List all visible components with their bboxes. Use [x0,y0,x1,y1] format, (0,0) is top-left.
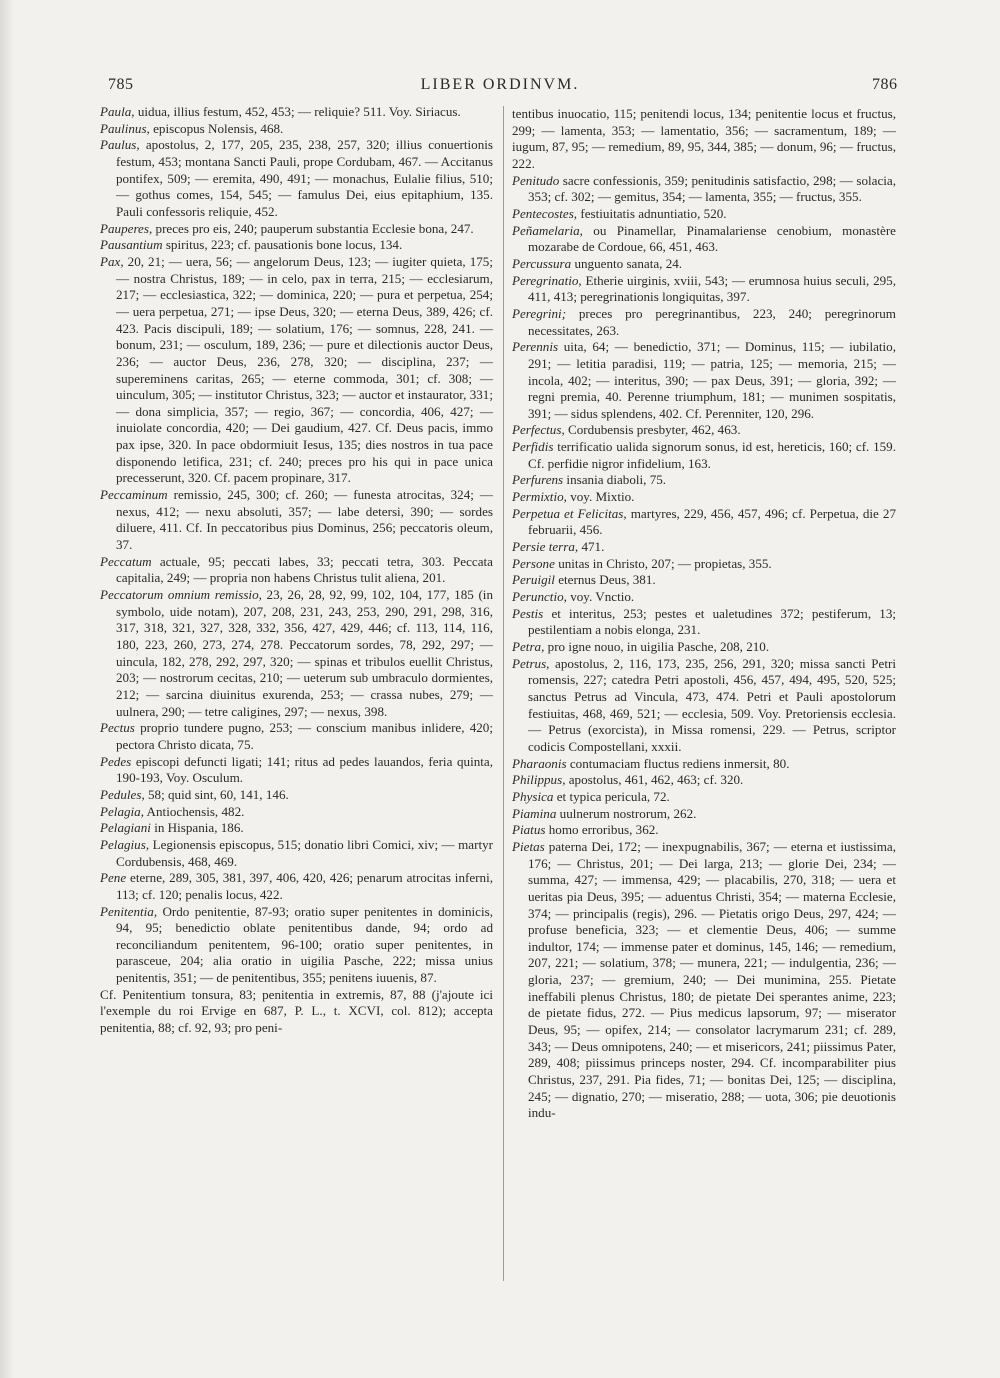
entry-headword: Pene [100,870,127,886]
entry-headword: Peregrinatio, [512,272,582,288]
entry-headword: Perfidis [512,439,554,455]
page-header [0,76,1000,100]
index-entry [512,656,896,756]
index-entry [100,987,493,1037]
index-entry [100,904,493,987]
entry-headword: Paulus, [100,137,140,153]
index-entry [512,556,896,573]
entry-text: Cordubensis presbyter, 462, 463. [564,422,741,438]
index-entry [512,472,896,489]
entry-headword: Philippus, [512,772,566,788]
index-entry [100,137,493,220]
entry-text: Cf. Penitentium tonsura, 83; penitentia in extremis, 87, 88 (j'ajoute ici l'exemple du roi Ervige en 687, P. L., t. XCVI, col. 812); accepta penitentia, 88; cf. 92, 93; pro peni- [100,986,493,1036]
entry-headword: Pedules, [100,786,145,802]
entry-text: unitas in Christo, 207; — propietas, 355. [554,555,772,571]
entry-text: Antiochensis, 482. [144,803,245,819]
entry-text: voy. Mixtio. [566,489,635,505]
entry-text: apostolus, 461, 462, 463; cf. 320. [565,772,744,788]
entry-text: episcopus Nolensis, 468. [149,120,284,136]
entry-headword: Pelagia, [100,803,144,819]
index-entry [100,787,493,804]
index-entry [100,587,493,720]
index-entry [512,256,896,273]
index-entry [512,489,896,506]
index-entry [100,754,493,787]
column-divider [503,106,504,1281]
index-entry [512,339,896,422]
entry-headword: Pentecostes, [512,205,578,221]
index-entry [512,206,896,223]
entry-headword: Penitudo [512,172,560,188]
entry-text: martyres, 229, 456, 457, 496; cf. Perpetua, die 27 februarii, 456. [528,505,896,538]
entry-text: apostolus, 2, 177, 205, 235, 238, 257, 320; illius conuertionis festum, 453; montana Sancti Pauli, prope Cordubam, 467. — Accitanus pontifex, 509; — eremita, 490, 491; — monachus, Eulalie filius, 510; — gothus comes, 154, 545; — famulus Dei, eius epitaphium, 135. Pauli confessoris reliquie, 452. [116,137,493,219]
entry-text: uita, 64; — benedictio, 371; — Dominus, 115; — iubilatio, 291; — letitia paradisi, 119; — patria, 125; — memoria, 215; — incola, 402; — interitus, 390; — pax Deus, 391; — gloria, 392; — regni premia, 40. Perenne triumphum, 181; — munimen sospitatis, 391; — sidus splendens, 402. Cf. Perenniter, 120, 296. [528,339,896,421]
entry-text: preces pro eis, 240; pauperum substantia Ecclesie bona, 247. [152,220,474,236]
entry-headword: Peccaminum [100,487,168,503]
entry-text: voy. Vnctio. [566,589,635,605]
entry-text: et typica pericula, 72. [553,788,670,804]
index-entry [512,789,896,806]
index-entry [100,554,493,587]
entry-text: tentibus inuocatio, 115; penitendi locus, 134; penitentie locus et fructus, 299; — lamenta, 353; — lamentatio, 356; — sacramentum, 189; — iugum, 87, 95; — remedium, 89, 95, 344, 385; — donum, 96; — fructus, 222. [512,106,896,171]
index-entry [100,237,493,254]
left-column [100,104,493,1037]
entry-headword: Percussura [512,255,572,271]
index-entry [100,870,493,903]
scan-shadow [0,0,14,1378]
entry-text: in Hispania, 186. [150,820,244,836]
index-entry [512,539,896,556]
entry-text: contumaciam fluctus rediens inmersit, 80. [566,755,790,771]
entry-headword: Peccatum [100,553,152,569]
entry-headword: Paula, [100,104,135,119]
index-entry [100,221,493,238]
entry-text: pro igne nouo, in uigilia Pasche, 208, 210. [544,639,770,654]
index-entry [100,104,493,121]
entry-headword: Paulinus, [100,120,150,136]
entry-text: et interitus, 253; pestes et ualetudines 372; pestiferum, 13; pestilentiam a nobis elonga, 231. [528,605,896,638]
entry-headword: Peruigil [512,572,555,588]
entry-text: Etherie uirginis, xviii, 543; — erumnosa huius seculi, 295, 411, 413; peregrinationis longiquitas, 397. [528,272,896,305]
entry-text: spiritus, 223; cf. pausationis bone locus, 134. [162,237,403,253]
entry-headword: Pauperes, [100,220,153,236]
entry-text: sacre confessionis, 359; penitudinis satisfactio, 298; — solacia, 353; cf. 302; — gemitus, 354; — lamenta, 355; — fructus, 355. [528,172,896,205]
entry-headword: Perpetua et Felicitas, [512,505,627,521]
entry-headword: Pietas [512,838,545,854]
entry-headword: Piamina [512,805,557,821]
entry-headword: Pectus [100,720,135,736]
entry-headword: Perfectus, [512,422,565,438]
right-column [512,106,896,1122]
entry-text: remissio, 245, 300; cf. 260; — funesta atrocitas, 324; — nexus, 412; — nexu absoluti, 357; — labe detersi, 390; — sordes diluere, 411. Cf. In peccatoribus pius Dominus, 256; peccatoris oleum, 37. [116,487,493,553]
entry-headword: Pestis [512,605,544,621]
entry-text: eterne, 289, 305, 381, 397, 406, 420, 426; penarum atrocitas inferni, 113; cf. 120; penalis locus, 422. [116,870,493,902]
entry-headword: Petra, [512,639,545,654]
index-entry [512,822,896,839]
entry-headword: Penitentia, [100,903,158,919]
entry-headword: Peregrini; [512,305,567,321]
index-entry [512,606,896,639]
entry-text: paterna Dei, 172; — inexpugnabilis, 367; — eterna et iustissima, 176; — Christus, 201; — Dei larga, 213; — glorie Dei, 234; — summa, 427; — immensa, 429; — placabilis, 270, 318; — uera et ueritas pia Deus, 395; — aduentus Christi, 354; — materna Ecclesie, 374; — principalis (regis), 296. — Pietatis origo Deus, 297, 424; — profuse beneficia, 323; — et clementie Deus, 406; — summe indultor, 174; — immense pater et dominus, 145, 146; — remedium, 207, 221; — solatium, 378; — munera, 221; — indulgentia, 236; — gloria, 237; — gremium, 240; — Dei munimina, 255. Pietate ineffabili plenus Christus, 180; de pietate Dei sperantes anime, 223; de pietate fidus, 272. — Pius medicus lapsorum, 97; — miserator Deus, 95; — opifex, 214; — consolator lacrymarum 231; cf. 289, 343; — Deus omnipotens, 240; — et misericors, 241; piissimus Pater, 289, 408; piissimus princeps noster, 294. Cf. incomparabiliter pius Christus, 237, 291. Pia fides, 71; — bonitas Dei, 125; — disciplina, 245; — dignatio, 270; — miseratio, 288; — uota, 306; pie deuotionis indu- [528,838,896,1121]
index-entry [512,223,896,256]
entry-text: Legionensis episcopus, 515; donatio libri Comici, xiv; — martyr Cordubensis, 468, 469. [116,836,493,869]
index-entry [512,506,896,539]
entry-text: uidua, illius festum, 452, 453; — reliquie? 511. Voy. Siriacus. [134,104,461,119]
entry-headword: Peccatorum omnium remissio, [100,587,262,603]
entry-headword: Pharaonis [512,755,567,771]
entry-text: 58; quid sint, 60, 141, 146. [144,786,289,802]
entry-headword: Perfurens [512,472,564,488]
entry-headword: Peñamelaria, [512,222,583,238]
entry-text: uulnerum nostrorum, 262. [556,805,697,821]
index-entry [512,806,896,823]
entry-headword: Physica [512,788,554,804]
entry-headword: Petrus, [512,655,550,671]
entry-text: episcopi defuncti ligati; 141; ritus ad pedes lauandos, feria quinta, 190-193, Voy. Osculum. [116,753,493,786]
entry-text: insania diaboli, 75. [563,472,667,488]
entry-text: festiuitatis adnuntiatio, 520. [577,205,727,221]
running-title: LIBER ORDINVM. [420,76,580,93]
index-entry [512,756,896,773]
index-entry [512,306,896,339]
entry-headword: Pedes [100,753,132,769]
entry-headword: Piatus [512,822,546,838]
index-entry [512,106,896,173]
entry-headword: Persone [512,555,555,571]
entry-text: 23, 26, 28, 92, 99, 102, 104, 177, 185 (in symbolo, uide notam), 207, 208, 231, 243, 253, 290, 291, 298, 316, 317, 318, 321, 327, 328, 332, 356, 427, 429, 446; cf. 113, 114, 116, 180, 223, 260, 273, 274, 278. Peccatorum sordes, 78, 292, 297; — uincula, 182, 278, 292, 297, 320; — spinas et tribulos euellit Christus, 203; — nostrorum cecitas, 210; — ueterum sub umbraculo dormientes, 212; — sarcina diuinitus exurenda, 253; — crassa nubes, 279; — uulnera, 290; — tetre caligines, 297; — nexus, 398. [116,587,493,719]
entry-headword: Persie terra, [512,539,579,555]
index-entry [512,173,896,206]
entry-text: 471. [578,539,605,555]
page-number-right: 786 [872,76,898,93]
entry-headword: Permixtio, [512,489,567,505]
index-entry [512,772,896,789]
index-entry [100,121,493,138]
entry-text: apostolus, 2, 116, 173, 235, 256, 291, 320; missa sancti Petri romensis, 227; catedra Petri apostoli, 456, 457, 494, 495, 520, 525; sanctus Petrus ad Vincula, 473, 474. Petri et Pauli apostolorum festiuitas, 468, 469, 521; — ecclesia, 509. Voy. Pretoriensis ecclesia. — Petrus (exorcista), in Missa romensi, 229. — Petrus, scriptor codicis Compostellani, xxxii. [528,655,896,754]
index-entry [512,589,896,606]
index-entry [100,837,493,870]
entry-text: preces pro peregrinantibus, 223, 240; peregrinorum necessitates, 263. [528,305,896,338]
entry-text: terrificatio ualida signorum sonus, id est, hereticis, 160; cf. 159. Cf. perfidie nigror infidelium, 163. [528,439,896,471]
index-entry [512,639,896,656]
entry-text: Ordo penitentie, 87-93; oratio super penitentes in dominicis, 94, 95; benedictio oblate penitentibus dande, 94; ordo ad reconciliandum penitentem, 96-100; oratio super penitentes, in parasceue, 204; alia oratio in uigilia Pasche, 222; missa unius penitentis, 351; — de penitentibus, 355; penitens iuuenis, 87. [116,903,493,986]
entry-headword: Pausantium [100,237,163,253]
entry-text: proprio tundere pugno, 253; — conscium manibus inlidere, 420; pectora Christo dicata, 75. [116,720,493,752]
entry-headword: Pax, [100,253,124,269]
index-entry [512,839,896,1122]
index-entry [100,820,493,837]
entry-text: actuale, 95; peccati labes, 33; peccati tetra, 303. Peccata capitalia, 249; — propria non habens Christus tulit aliena, 201. [116,553,493,586]
index-entry [100,487,493,554]
entry-headword: Perennis [512,339,559,355]
index-entry [512,572,896,589]
entry-text: homo erroribus, 362. [545,822,659,838]
entry-text: 20, 21; — uera, 56; — angelorum Deus, 123; — iugiter quieta, 175; — nostra Christus, 189; — in celo, pax in terra, 215; — ecclesiarum, 217; — ecclesiastica, 322; — dominica, 220; — pura et perpetua, 254; — uera perpetua, 271; — ipse Deus, 320; — eterna Deus, 389, 426; cf. 423. Pacis discipuli, 189; — solatium, 176; — somnus, 228, 241. — bonum, 231; — osculum, 189, 236; — pure et dilectionis auctor Deus, 236; — auctor Deus, 236, 278, 320; — disciplina, 237; — supereminens caritas, 265; — eterne commoda, 301; cf. 308; — uinculum, 305; — institutor Christus, 323; — auctor et instaurator, 331; — dona simplicia, 357; — regio, 367; — concordia, 406, 427; — inuiolate concordia, 420; — Dei gaudium, 427. Cf. Deus pacis, immo pax ipse, 320. In pace obdormiuit Iesus, 135; dies nostros in tua pace disponendo letifica, 231; cf. 240; preces pro his qui in pace unica precesserunt, 320. Cf. pacem propinare, 317. [116,253,493,486]
index-entry [512,273,896,306]
entry-text: eternus Deus, 381. [554,572,656,588]
entry-headword: Pelagius, [100,836,150,852]
index-entry [100,804,493,821]
entry-headword: Perunctio, [512,589,567,605]
entry-text: unguento sanata, 24. [571,255,683,271]
entry-text: ou Pinamellar, Pinamalariense cenobium, monastère mozarabe de Cordoue, 66, 451, 463. [528,222,896,255]
index-entry [512,439,896,472]
index-entry [100,720,493,753]
index-entry [100,254,493,487]
index-entry [512,422,896,439]
page-number-left: 785 [108,76,134,93]
entry-headword: Pelagiani [100,820,151,836]
